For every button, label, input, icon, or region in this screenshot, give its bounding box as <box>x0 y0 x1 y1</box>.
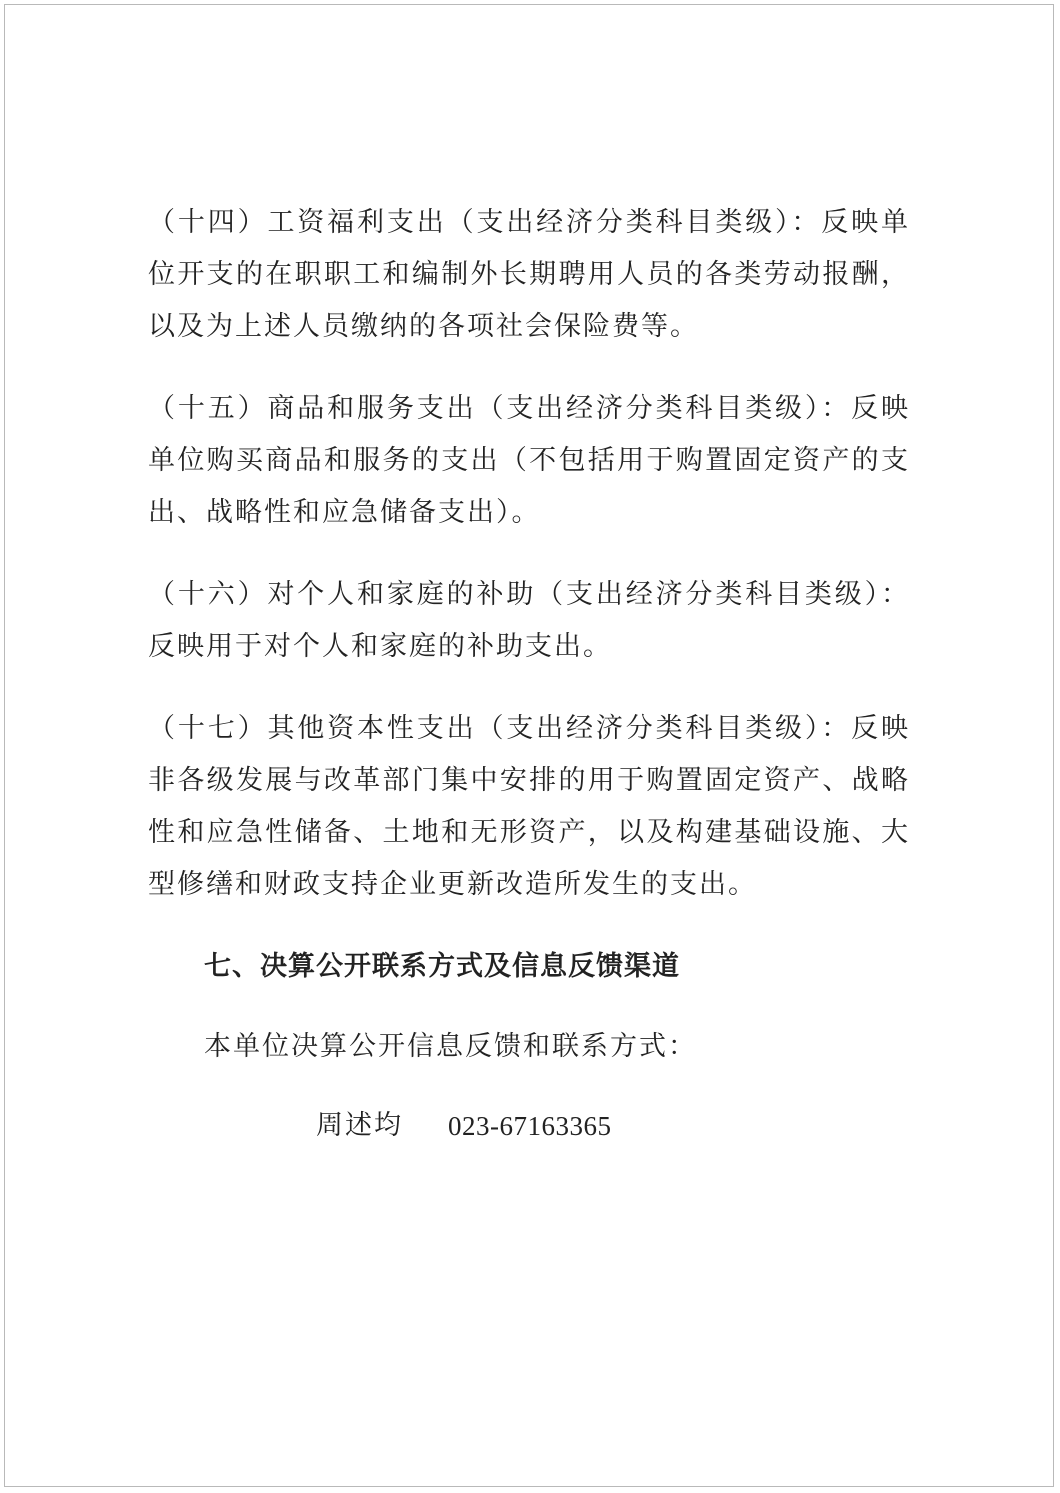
paragraph-household-subsidies: （十六）对个人和家庭的补助（支出经济分类科目类级）：反映用于对个人和家庭的补助支出。 <box>148 579 910 662</box>
paragraph-other-capital: （十七）其他资本性支出（支出经济分类科目类级）：反映非各级发展与改革部门集中安排的用于购置固定资产、战略性和应急性储备、土地和无形资产，以及构建基础设施、大型修缮和财政支持企业更新改造所发生的支出。 <box>148 713 910 900</box>
contact-row <box>316 1100 910 1152</box>
contact-intro: 本单位决算公开信息反馈和联系方式： <box>204 1031 697 1062</box>
contact-phone: 023-67163365 <box>448 1111 612 1141</box>
paragraph-wages-welfare: （十四）工资福利支出（支出经济分类科目类级）：反映单位开支的在职职工和编制外长期聘用人员的各类劳动报酬，以及为上述人员缴纳的各项社会保险费等。 <box>148 207 910 342</box>
document-page <box>4 4 1054 1487</box>
page-content <box>148 197 910 1152</box>
section-heading: 七、决算公开联系方式及信息反馈渠道 <box>204 951 680 982</box>
contact-name: 周述均 <box>316 1110 403 1141</box>
paragraph-goods-services: （十五）商品和服务支出（支出经济分类科目类级）：反映单位购买商品和服务的支出（不包括用于购置固定资产的支出、战略性和应急储备支出）。 <box>148 393 910 528</box>
